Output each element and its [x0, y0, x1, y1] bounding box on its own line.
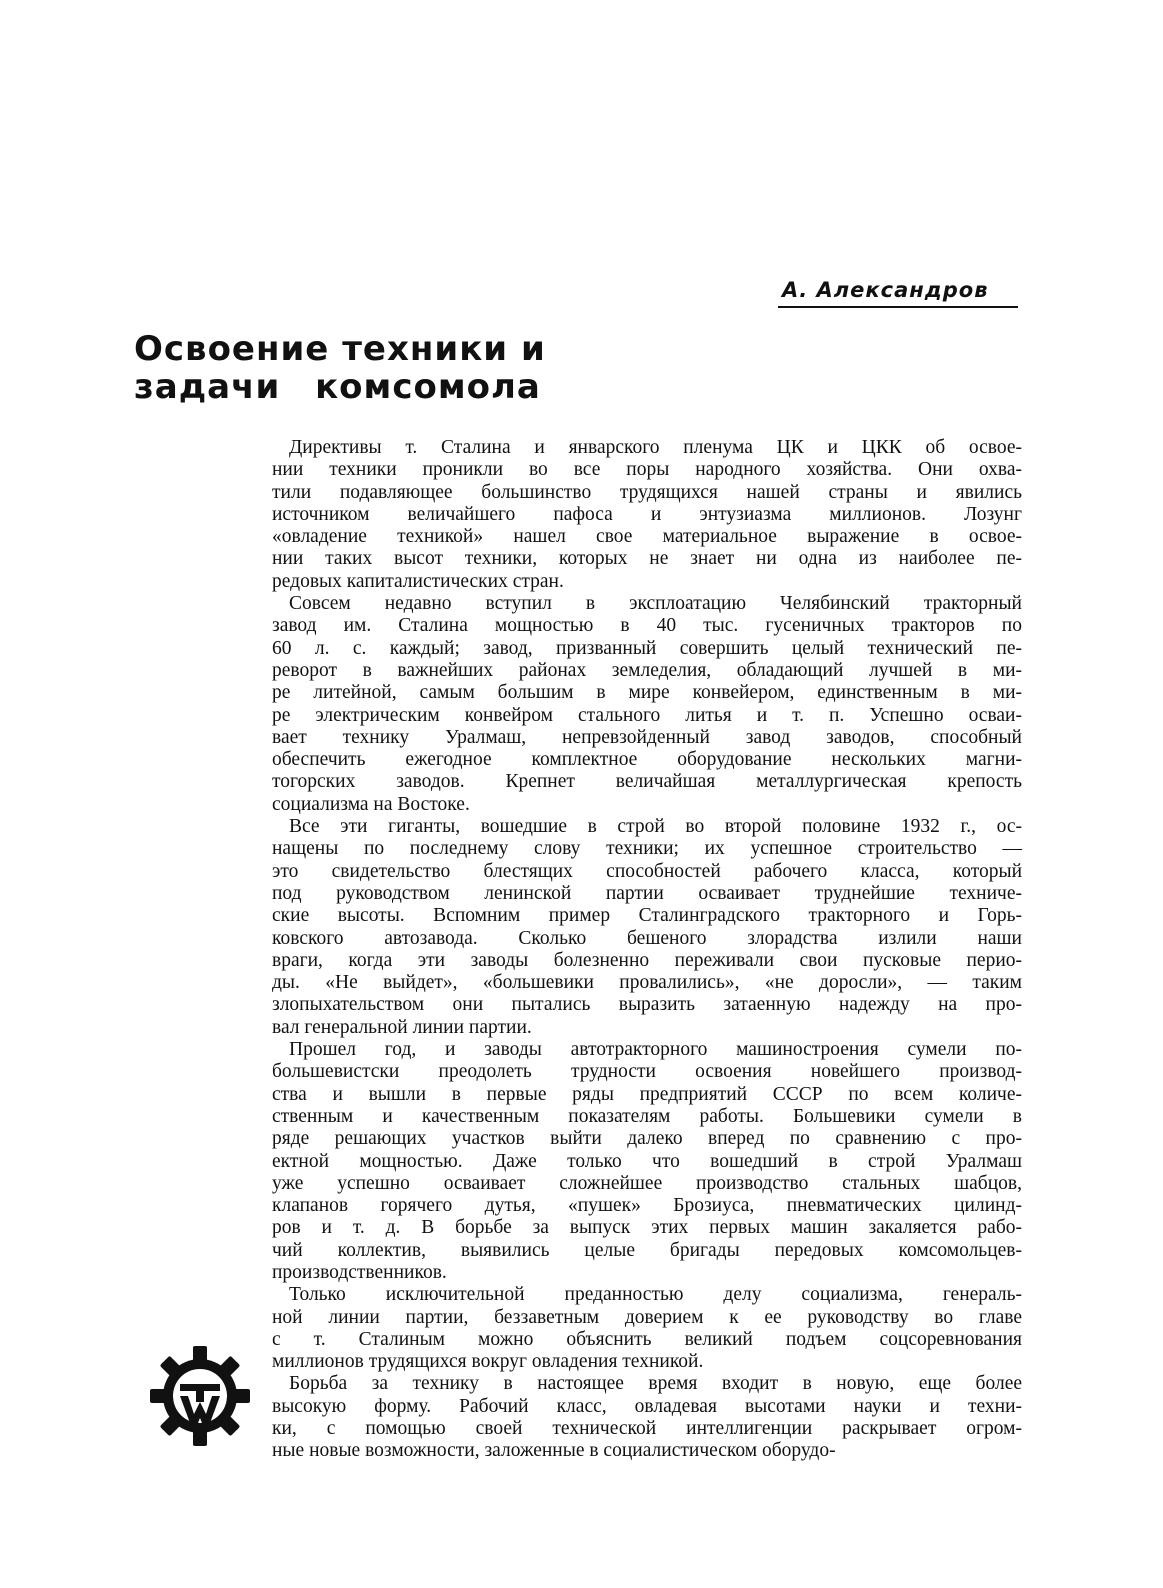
text-line: Только исключительной преданностью делу социализма, генераль- [289, 1284, 1022, 1306]
text-line: ственным и качественным показателям работы. Большевики сумели в [272, 1105, 1022, 1127]
text-line: нащены по последнему слову техники; их успешное строительство — [272, 838, 1022, 860]
text-line: злопыхательством они пытались выразить затаенную надежду на про- [272, 994, 1022, 1016]
text-line: тили подавляющее большинство трудящихся нашей страны и явились [272, 481, 1022, 503]
paragraph [272, 437, 1022, 593]
article-title [134, 330, 694, 406]
text-line: Прошел год, и заводы автотракторного машиностроения сумели по- [289, 1039, 1022, 1061]
paragraph [272, 816, 1022, 1039]
text-line: реворот в важнейших районах земледелия, обладающий лучшей в ми- [272, 659, 1022, 681]
text-line: ре литейной, самым большим в мире конвейером, единственным в ми- [272, 682, 1022, 704]
text-line: ряде решающих участков выйти далеко вперед по сравнению с про- [272, 1128, 1022, 1150]
text-line: ные новые возможности, заложенные в социалистическом оборудо- [272, 1440, 836, 1462]
text-line: под руководством ленинской партии осваивает труднейшие техниче- [272, 882, 1022, 904]
text-line: ковского автозавода. Сколько бешеного злорадства излили наши [272, 927, 1022, 949]
text-line: ров и т. д. В борьбе за выпуск этих первых машин закаляется рабо- [272, 1217, 1022, 1239]
text-line: ре электрическим конвейром стального литья и т. п. Успешно осваи- [272, 704, 1022, 726]
text-line: это свидетельство блестящих способностей рабочего класса, который [272, 860, 1022, 882]
text-line: «овладение техникой» нашел свое материальное выражение в освое- [272, 526, 1022, 548]
paragraph [272, 1373, 1022, 1462]
article-body [272, 437, 1022, 1463]
text-line: ной линии партии, беззаветным доверием к ее руководству во главе [272, 1306, 1022, 1328]
text-line: Совсем недавно вступил в эксплоатацию Челябинский тракторный [289, 593, 1022, 615]
text-line: Все эти гиганты, вошедшие в строй во второй половине 1932 г., ос- [289, 816, 1022, 838]
paragraph [272, 1039, 1022, 1284]
text-line: Директивы т. Сталина и январского пленума ЦК и ЦКК об освое- [289, 437, 1022, 458]
text-line: враги, когда эти заводы болезненно переживали свои пусковые перио- [272, 949, 1022, 971]
text-line: обеспечить ежегодное комплектное оборудование нескольких магни- [272, 749, 1022, 771]
text-line: социализма на Востоке. [272, 793, 470, 815]
author-underline [778, 306, 1018, 308]
title-line-1: Освоение техники и [134, 329, 546, 369]
text-line: вает технику Уралмаш, непревзойденный завод заводов, способный [272, 726, 1022, 748]
article-author: А. Александров [782, 278, 989, 302]
text-line: редовых капиталистических стран. [272, 570, 564, 592]
text-line: производственников. [272, 1261, 447, 1283]
paragraph [272, 593, 1022, 816]
text-line: высокую форму. Рабочий класс, овладевая высотами науки и техни- [272, 1395, 1022, 1417]
text-line: нии таких высот техники, которых не знает ни одна из наиболее пе- [272, 548, 1022, 570]
text-line: уже успешно осваивает сложнейшее производство стальных шабцов, [272, 1172, 1022, 1194]
text-line: тогорских заводов. Крепнет величайшая металлургическая крепость [272, 771, 1022, 793]
text-line: нии техники проникли во все поры народного хозяйства. Они охва- [272, 459, 1022, 481]
text-line: завод им. Сталина мощностью в 40 тыс. гусеничных тракторов по [272, 615, 1022, 637]
text-line: ства и вышли в первые ряды предприятий СССР по всем количе- [272, 1083, 1022, 1105]
text-line: Борьба за технику в настоящее время входит в новую, еще более [289, 1373, 1022, 1395]
text-line: чий коллектив, выявились целые бригады передовых комсомольцев- [272, 1239, 1022, 1261]
paragraph [272, 1284, 1022, 1373]
text-line: миллионов трудящихся вокруг овладения техникой. [272, 1351, 704, 1373]
text-line: с т. Сталиным можно объяснить великий подъем соцсоревнования [272, 1328, 1022, 1350]
text-line: ские высоты. Вспомним пример Сталинградского тракторного и Горь- [272, 905, 1022, 927]
text-line: клапанов горячего дутья, «пушек» Брозиуса, пневматических цилинд- [272, 1195, 1022, 1217]
text-line: 60 л. с. каждый; завод, призванный совершить целый технический пе- [272, 637, 1022, 659]
text-line: ектной мощностью. Даже только что вошедший в строй Уралмаш [272, 1150, 1022, 1172]
title-line-2: задачи комсомола [134, 367, 541, 407]
text-line: большевистски преодолеть трудности освоения новейшего производ- [272, 1061, 1022, 1083]
text-line: ки, с помощью своей технической интеллигенции раскрывает огром- [272, 1418, 1022, 1440]
text-line: источником величайшего пафоса и энтузиазма миллионов. Лозунг [272, 503, 1022, 525]
text-line: вал генеральной линии партии. [272, 1016, 532, 1038]
text-line: ды. «Не выйдет», «большевики провалились», «не доросли», — таким [272, 972, 1022, 994]
gear-emblem-icon [150, 1346, 250, 1446]
